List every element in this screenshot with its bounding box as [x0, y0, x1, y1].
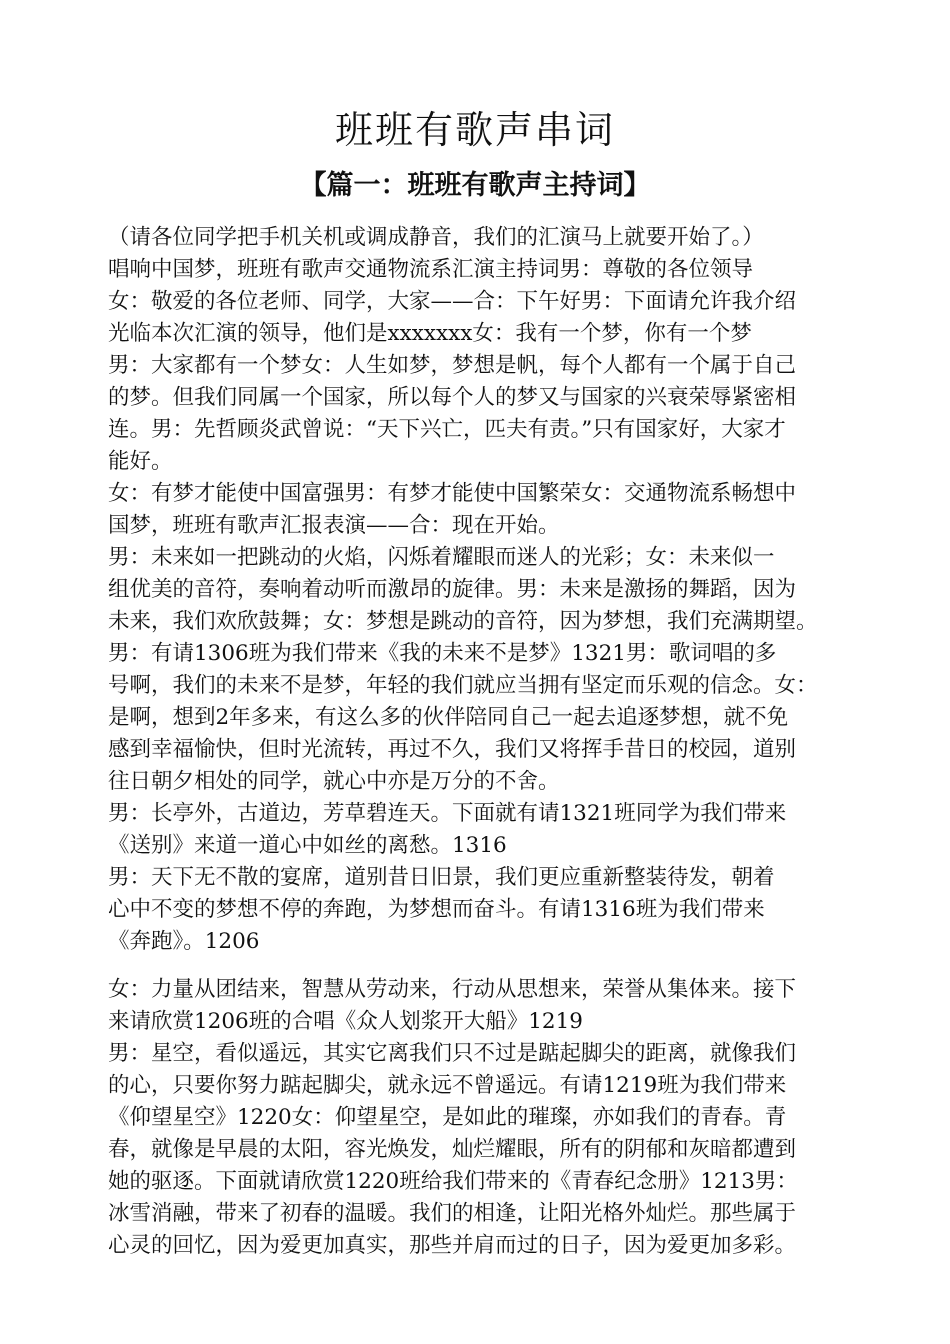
- text-line: 组优美的音符，奏响着动听而激昂的旋律。男：未来是激扬的舞蹈，因为: [108, 577, 797, 602]
- body-text: [108, 222, 878, 1262]
- text-line: 男：长亭外，古道边，芳草碧连天。下面就有请1321班同学为我们带来: [108, 801, 787, 826]
- text-line: 往日朝夕相处的同学，就心中亦是万分的不舍。: [108, 769, 560, 794]
- text-line: 《仰望星空》1220女：仰望星空，是如此的璀璨，亦如我们的青春。青: [108, 1105, 787, 1130]
- text-line: 是啊，想到2年多来，有这么多的伙伴陪同自己一起去追逐梦想，就不免: [108, 705, 789, 730]
- text-line: 的心，只要你努力踮起脚尖，就永远不曾遥远。有请1219班为我们带来: [108, 1073, 787, 1098]
- text-line: 心灵的回忆，因为爱更加真实，那些并肩而过的日子，因为爱更加多彩。: [108, 1233, 797, 1258]
- text-line: 的梦。但我们同属一个国家，所以每个人的梦又与国家的兴衰荣辱紧密相: [108, 385, 797, 410]
- text-line: 号啊，我们的未来不是梦，年轻的我们就应当拥有坚定而乐观的信念。女：: [108, 673, 818, 698]
- text-line: 女：敬爱的各位老师、同学，大家——合：下午好男：下面请允许我介绍: [108, 289, 797, 314]
- text-line: 男：有请1306班为我们带来《我的未来不是梦》1321男：歌词唱的多: [108, 641, 777, 666]
- text-line: 感到幸福愉快，但时光流转，再过不久，我们又将挥手昔日的校园，道别: [108, 737, 797, 762]
- text-line: 冰雪消融，带来了初春的温暖。我们的相逢，让阳光格外灿烂。那些属于: [108, 1201, 797, 1226]
- text-line: 来请欣赏1206班的合唱《众人划浆开大船》1219: [108, 1009, 583, 1034]
- text-line: 未来，我们欢欣鼓舞；女：梦想是跳动的音符，因为梦想，我们充满期望。: [108, 609, 818, 634]
- text-line: 能好。: [108, 449, 173, 474]
- text-line: 光临本次汇演的领导，他们是xxxxxxx女：我有一个梦，你有一个梦: [108, 321, 752, 346]
- text-line: 春，就像是早晨的太阳，容光焕发，灿烂耀眼，所有的阴郁和灰暗都遭到: [108, 1137, 797, 1162]
- text-line: 连。男：先哲顾炎武曾说：“天下兴亡，匹夫有责。”只有国家好，大家才: [108, 417, 786, 442]
- text-line: 国梦，班班有歌声汇报表演——合：现在开始。: [108, 513, 560, 538]
- text-line: [108, 958, 878, 974]
- text-line: （请各位同学把手机关机或调成静音，我们的汇演马上就要开始了。）: [108, 225, 764, 250]
- section-heading: 【篇一：班班有歌声主持词】: [299, 170, 651, 201]
- page-title: 班班有歌声串词: [334, 108, 615, 152]
- text-line: 男：未来如一把跳动的火焰，闪烁着耀眼而迷人的光彩；女：未来似一: [108, 545, 775, 570]
- text-line: 男：大家都有一个梦女：人生如梦，梦想是帆，每个人都有一个属于自己: [108, 353, 797, 378]
- text-line: 《送别》来道一道心中如丝的离愁。1316: [108, 833, 507, 858]
- text-line: 她的驱逐。下面就请欣赏1220班给我们带来的《青春纪念册》1213男：: [108, 1169, 798, 1194]
- text-line: 心中不变的梦想不停的奔跑，为梦想而奋斗。有请1316班为我们带来: [108, 897, 765, 922]
- text-line: 《奔跑》。1206: [108, 929, 260, 954]
- text-line: 女：力量从团结来，智慧从劳动来，行动从思想来，荣誉从集体来。接下: [108, 977, 797, 1002]
- text-line: 男：天下无不散的宴席，道别昔日旧景，我们更应重新整装待发，朝着: [108, 865, 775, 890]
- text-line: 男：星空，看似遥远，其实它离我们只不过是踮起脚尖的距离，就像我们: [108, 1041, 797, 1066]
- text-line: 唱响中国梦，班班有歌声交通物流系汇演主持词男：尊敬的各位领导: [108, 257, 754, 282]
- text-line: 女：有梦才能使中国富强男：有梦才能使中国繁荣女：交通物流系畅想中: [108, 481, 797, 506]
